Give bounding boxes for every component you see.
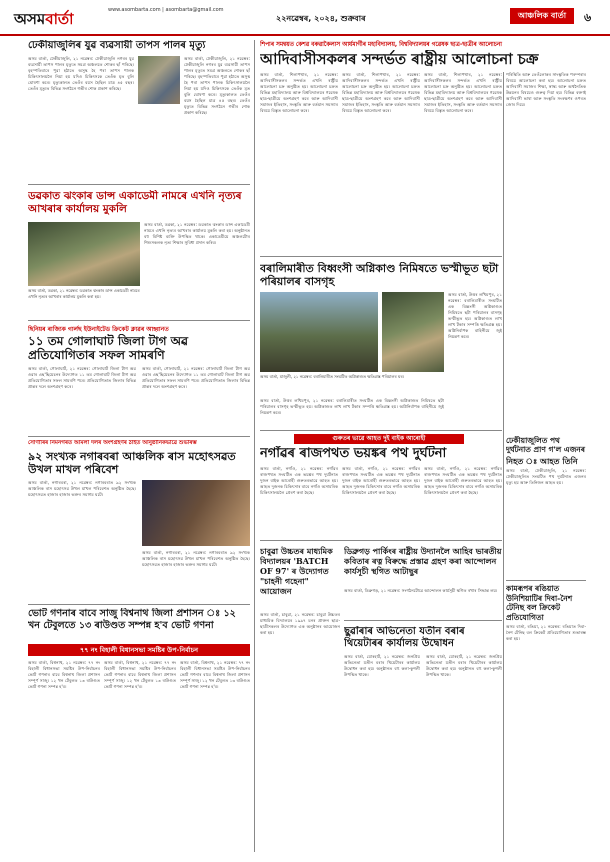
subhead-dhekiajuli-accident: নিহত ঃ আহত তিনি	[506, 456, 578, 466]
section-tag: আঞ্চলিক বাৰ্তা	[510, 8, 574, 24]
article-body-accident-2: অসম বাৰ্তা, নগাঁও, ২১ নৱেম্বৰ: নগাঁৱৰ ৰাজপথত সংঘটিত এক ভয়ঙ্কৰ পথ দুৰ্ঘটনাত দুজন বাইক আৰোহী গুৰুতৰভাৱে আহত হয়। আহত দুজনক চিকিৎসাৰ বাবে নগাঁও অসামৰিক চিকিৎসালয়লৈ প্ৰেৰণ কৰা হৈছে।	[342, 466, 420, 495]
headline-dhekiajuli-accident: ঢেকীয়াজুলিত পথ দুৰ্ঘটনাত প্ৰাণ গ'ল এজনৰ	[506, 436, 585, 454]
headline-accident: নগাঁৱৰ ৰাজপথত ভয়ঙ্কৰ পথ দুৰ্ঘটনা	[260, 446, 447, 461]
portrait-photo	[138, 56, 180, 104]
article-body-vote-counting-2: অসম বাৰ্তা, বিশ্বনাথ, ২১ নৱেম্বৰ: ৭৭ নং বিহালী বিধানসভা সমষ্টিৰ উপ-নিৰ্বাচনৰ ভোট গণনাৰ বাবে বিশ্বনাথ জিলা প্ৰশাসন সম্পূৰ্ণ সাজু। ১২ খন টেবুলত ১৩ ৰাউণ্ডত ভোট গণনা সম্পন্ন হ'ব।	[104, 660, 176, 689]
kicker-tug-of-war: ছিনিয়ৰ ৰাজ্যিক গাৰ্লছ ইউনাইটেড ক্ৰিকেট ক্লাৱৰ আহ্বানত	[28, 326, 169, 333]
headline-fire: বৰালিমাৰীত বিধ্বংসী অগ্নিকাণ্ড নিমিষতে ভস্মীভূত ছটা পৰিয়ালৰ বাসগৃহ	[260, 262, 499, 288]
article-body-accident-3: অসম বাৰ্তা, নগাঁও, ২১ নৱেম্বৰ: নগাঁৱৰ ৰাজপথত সংঘটিত এক ভয়ঙ্কৰ পথ দুৰ্ঘটনাত দুজন বাইক আৰোহী গুৰুতৰভাৱে আহত হয়। আহত দুজনক চিকিৎসাৰ বাবে নগাঁও অসামৰিক চিকিৎসালয়লৈ প্ৰেৰণ কৰা হৈছে।	[424, 466, 502, 495]
fire-photo-1	[260, 292, 378, 372]
article-body-seminar-3: অসম বাৰ্তা, শিলাপথাৰ, ২১ নৱেম্বৰ: আদিবাসীসকলৰ সন্দৰ্ভত এখনি ৰাষ্ট্ৰীয় আলোচনা চক্ৰ অনুষ্ঠিত হয়। আলোচনা চক্ৰত বিভিন্ন মহাবিদ্যালয় আৰু বিশ্ববিদ্যালয়ৰ গৱেষক ছাত্ৰ-ছাত্ৰীয়ে অংশগ্ৰহণ কৰে আৰু আদিবাসী সমাজৰ ইতিহাস, সংস্কৃতি আৰু বৰ্তমান সমস্যাৰ বিষয়ে বিস্তৃত আলোচনা কৰে।	[424, 72, 502, 113]
article-body-batch-97: অসম বাৰ্তা, চাবুৱা, ২১ নৱেম্বৰ: চাবুৱা উচ্চতৰ মাধ্যমিক বিদ্যালয়ৰ ১৯৯৭ চনৰ প্ৰাক্তন ছাত্ৰ-ছাত্ৰীসকলৰ উদ্যোগত এক অনুষ্ঠানৰ আয়োজন কৰা হয়।	[260, 612, 340, 635]
fire-photo-2	[382, 292, 444, 372]
dance-academy-photo	[28, 222, 140, 286]
fire-caption: অসম বাৰ্তা, মাজুলী, ২১ নৱেম্বৰ: বৰালিমাৰীত সংঘটিত অগ্নিকাণ্ডত ক্ষতিগ্ৰস্ত পৰিয়ালৰ ঘৰ।	[260, 374, 405, 379]
divider	[506, 580, 586, 581]
column-divider	[503, 72, 504, 852]
divider	[28, 604, 250, 605]
headline-tug-of-war: ১১ তম গোলাঘাট জিলা টাগ অৱ প্ৰতিযোগিতাৰ সফল সামৰণি	[28, 334, 189, 362]
article-body-tapas-pal: অসম বাৰ্তা, ঢেকীয়াজুলি, ২১ নৱেম্বৰ: ঢেকীয়াজুলি নগৰৰ যুৱ ব্যৱসায়ী তাপস পালৰ মৃত্যুত সমগ্ৰ অঞ্চলতে শোকৰ ছাঁ পৰিছে। বৃহস্পতিবাৰে পুৱা হঠাতে অসুস্থ হৈ পৰা তাপস পালক চিকিৎসালয়লৈ নিয়া হয় যদিও চিকিৎসকে তেওঁক মৃত বুলি ঘোষণা কৰে। মৃত্যুকালত তেওঁৰ বয়স হৈছিল মাত্ৰ ৪৫ বছৰ। তেওঁৰ মৃত্যুত বিভিন্ন সংগঠনে গভীৰ শোক প্ৰকাশ কৰিছে।	[28, 56, 134, 91]
subhead-vote-counting: ৭৭ নং বিহালী বিধানসভা সমষ্টিৰ উপ-নিৰ্বাচন	[28, 644, 250, 656]
article-body-ras-mahotsav: অসম বাৰ্তা, নগাৰবৰা, ২১ নৱেম্বৰ: নগাৰবৰাত ৯২ সংখ্যক আঞ্চলিক ৰাস মহোৎসৱ উখল মাখল পৰিবেশত অনুষ্ঠিত হৈছে। মহোৎসৱত হাজাৰ হাজাৰ ভক্তৰ সমাগম ঘটে।	[28, 480, 136, 497]
issue-date: ২২নৱেম্বৰ, ২০২৪, শুক্ৰবাৰ	[276, 14, 366, 23]
masthead	[0, 0, 610, 36]
headline-batch-97: চাবুৱা উচ্চতৰ মাধ্যমিক বিদ্যালয়ৰ 'BATCH OF 97' ৰ উদ্যোগত "চাহনী গহেনা" আয়োজন	[260, 546, 333, 596]
page-number: ৬	[584, 11, 592, 24]
kicker-accident: গুৰুতৰ ভাৱে আহত দুই বাইক আৰোহী	[294, 434, 464, 444]
article-body-actor-office: অসম বাৰ্তা, যোৰহাট, ২১ নৱেম্বৰ: জনপ্ৰিয় অভিনেতা যতীন বৰাৰ থিয়েটাৰৰ কাৰ্যালয় উদ্বোধন কৰা হয়। অনুষ্ঠানত বহু কলা-কুশলী উপস্থিত থাকে।	[344, 654, 420, 677]
dance-academy-caption: অসম বাৰ্তা, ডৱকা, ২১ নৱেম্বৰ: ডৱকাত ঝংকাৰ ডান্স একাডেমী নামৰে এখনি নৃত্যৰ আখৰাৰ কাৰ্যালয় মুকলি কৰা হয়।	[28, 288, 140, 299]
article-body-seminar-2: অসম বাৰ্তা, শিলাপথাৰ, ২১ নৱেম্বৰ: আদিবাসীসকলৰ সন্দৰ্ভত এখনি ৰাষ্ট্ৰীয় আলোচনা চক্ৰ অনুষ্ঠিত হয়। আলোচনা চক্ৰত বিভিন্ন মহাবিদ্যালয় আৰু বিশ্ববিদ্যালয়ৰ গৱেষক ছাত্ৰ-ছাত্ৰীয়ে অংশগ্ৰহণ কৰে আৰু আদিবাসী সমাজৰ ইতিহাস, সংস্কৃতি আৰু বৰ্তমান সমস্যাৰ বিষয়ে বিস্তৃত আলোচনা কৰে।	[342, 72, 420, 113]
divider	[260, 430, 502, 431]
headline-dibrugarh: ডিব্ৰুগড় পাৰ্কিংৰ ৰাষ্ট্ৰীয় উদ্যানলৈ আহিব ভাৰতীয় কবিতাৰ ৰত্ন বিৰুদ্ধে প্ৰস্তাৱ গ্ৰহণ কৰা আন্দোলন কাৰ্যসূচী স্থগিত আটাছুৰ	[344, 546, 502, 576]
divider	[344, 620, 502, 621]
headline-tapas-pal: ঢেকীয়াজুলিৰ যুৱ ব্যৱসায়ী তাপস পালৰ মৃত্যু	[28, 40, 206, 51]
kicker-seminar: শিপাৰ সমন্বয়ত কেশৱ বৰুৱাকৈলাস আৰ্যমাৰ্গীৰ মহাবিদ্যালয়, বিশ্ববিদ্যালয়ৰ গৱেষক ছাত্ৰ-ছাত্ৰীৰ আলোচনা	[260, 42, 502, 48]
article-body-tug-of-war: অসম বাৰ্তা, গোলাঘাট, ২১ নৱেম্বৰ: গোলাঘাট জিলা টাগ অৱ ওৱাৰ এছ'ছিয়েচনৰ উদ্যোগত ১১ তম গোলাঘাট জিলা টাগ অৱ প্ৰতিযোগিতাৰ সফল সামৰণি পৰে। প্ৰতিযোগিতাত জিলাৰ বিভিন্ন প্ৰান্তৰ দলে অংশগ্ৰহণ কৰে।	[28, 366, 136, 389]
masthead-contact: www.asombarta.com | asombarta@gmail.com	[108, 7, 224, 13]
article-body-dibrugarh: অসম বাৰ্তা, ডিব্ৰুগড়, ২১ নৱেম্বৰ: সংগঠনটোৱে আন্দোলন কাৰ্যসূচী স্থগিত ৰখাৰ সিদ্ধান্ত লয়।	[344, 588, 498, 593]
article-body-dhekiajuli-accident: অসম বাৰ্তা, ঢেকীয়াজুলি, ২১ নৱেম্বৰ: ঢেকীয়াজুলিত সংঘটিত পথ দুৰ্ঘটনাত এজনৰ মৃত্যু হয় আৰু তিনিজন আহত হয়।	[506, 468, 586, 485]
divider	[28, 184, 250, 185]
headline-actor-office: ছুৱাঁৰাৰ অভিনেতা যতীন বৰাৰ থিয়েটাৰৰ কাৰ্যালয় উদ্বোধন	[344, 626, 465, 649]
logo-right: বাৰ্তা	[45, 10, 74, 28]
article-body-tug-of-war-2: অসম বাৰ্তা, গোলাঘাট, ২১ নৱেম্বৰ: গোলাঘাট জিলা টাগ অৱ ওৱাৰ এছ'ছিয়েচনৰ উদ্যোগত ১১ তম গোলাঘাট জিলা টাগ অৱ প্ৰতিযোগিতাৰ সফল সামৰণি পৰে। প্ৰতিযোগিতাত জিলাৰ বিভিন্ন প্ৰান্তৰ দলে অংশগ্ৰহণ কৰে।	[142, 366, 250, 389]
headline-cricket: কামৰূপৰ ৰঙিয়াত উনিশিয়াটিৰ দিবা-নৈশ টেনিছ বল ক্ৰিকেট প্ৰতিযোগিতা	[506, 584, 573, 622]
headline-ras-mahotsav: ৯২ সংখ্যক নগাৰবৰা আঞ্চলিক ৰাস মহোৎসৱত উখল মাখল পৰিবেশ	[28, 450, 236, 476]
article-body-tapas-pal-2: অসম বাৰ্তা, ঢেকীয়াজুলি, ২১ নৱেম্বৰ: ঢেকীয়াজুলি নগৰৰ যুৱ ব্যৱসায়ী তাপস পালৰ মৃত্যুত সমগ্ৰ অঞ্চলতে শোকৰ ছাঁ পৰিছে। বৃহস্পতিবাৰে পুৱা হঠাতে অসুস্থ হৈ পৰা তাপস পালক চিকিৎসালয়লৈ নিয়া হয় যদিও চিকিৎসকে তেওঁক মৃত বুলি ঘোষণা কৰে। মৃত্যুকালত তেওঁৰ বয়স হৈছিল মাত্ৰ ৪৫ বছৰ। তেওঁৰ মৃত্যুত বিভিন্ন সংগঠনে গভীৰ শোক প্ৰকাশ কৰিছে।	[184, 56, 250, 115]
newspaper-logo	[14, 8, 74, 33]
divider	[260, 256, 502, 257]
article-body-dance-academy: অসম বাৰ্তা, ডৱকা, ২১ নৱেম্বৰ: ডৱকাত ঝংকাৰ ডান্স একাডেমী নামৰে এখনি নৃত্যৰ আখৰাৰ কাৰ্যালয় মুকলি কৰা হয়। অনুষ্ঠানত বহু বিশিষ্ট ব্যক্তি উপস্থিত থাকে। একাডেমীয়ে অঞ্চলটোৰ শিশুসকলক নৃত্য শিক্ষাৰ সুবিধা প্ৰদান কৰিব।	[144, 222, 250, 245]
article-body-accident: অসম বাৰ্তা, নগাঁও, ২১ নৱেম্বৰ: নগাঁৱৰ ৰাজপথত সংঘটিত এক ভয়ঙ্কৰ পথ দুৰ্ঘটনাত দুজন বাইক আৰোহী গুৰুতৰভাৱে আহত হয়। আহত দুজনক চিকিৎসাৰ বাবে নগাঁও অসামৰিক চিকিৎসালয়লৈ প্ৰেৰণ কৰা হৈছে।	[260, 466, 338, 495]
kicker-ras-mahotsav: সোণাৰিৰ নিমনগৰত আমলা দলৰ অংশগ্ৰহণৰ ঠাইত আনুষ্ঠানিকভাৱে শুভাৰম্ভ	[28, 440, 197, 446]
divider	[28, 320, 250, 321]
headline-dance-academy: ডৱকাত ঝংকাৰ ডান্স একাডেমী নামৰে এখনি নৃত্যৰ আখৰাৰ কাৰ্যালয় মুকলি	[28, 190, 242, 215]
logo-left: অসম	[14, 10, 46, 28]
article-body-fire-2: অসম বাৰ্তা, উত্তৰ লখিমপুৰ, ২১ নৱেম্বৰ: বৰালিমাৰীত সংঘটিত এক বিধ্বংসী অগ্নিকাণ্ডত নিমিষতে ছটা পৰিয়ালৰ বাসগৃহ ভস্মীভূত হয়। অগ্নিকাণ্ডত লাখ লাখ টকাৰ সম্পত্তি ক্ষতিগ্ৰস্ত হয়। অগ্নিনিৰ্বাপক বাহিনীয়ে জুই নিয়ন্ত্ৰণ কৰে।	[260, 398, 444, 415]
article-body-cricket: অসম বাৰ্তা, ৰঙিয়া, ২১ নৱেম্বৰ: ৰঙিয়াত দিবা-নৈশ টেনিছ বল ক্ৰিকেট প্ৰতিযোগিতাৰ শুভাৰম্ভ কৰা হয়।	[506, 624, 586, 641]
divider	[28, 436, 250, 437]
headline-seminar: আদিবাসীসকলৰ সন্দৰ্ভত ৰাষ্ট্ৰীয় আলোচনা চক্ৰ	[260, 50, 539, 68]
article-body-fire: অসম বাৰ্তা, উত্তৰ লখিমপুৰ, ২১ নৱেম্বৰ: বৰালিমাৰীত সংঘটিত এক বিধ্বংসী অগ্নিকাণ্ডত নিমিষতে ছটা পৰিয়ালৰ বাসগৃহ ভস্মীভূত হয়। অগ্নিকাণ্ডত লাখ লাখ টকাৰ সম্পত্তি ক্ষতিগ্ৰস্ত হয়। অগ্নিনিৰ্বাপক বাহিনীয়ে জুই নিয়ন্ত্ৰণ কৰে।	[448, 292, 502, 339]
divider	[260, 540, 502, 541]
article-body-vote-counting-3: অসম বাৰ্তা, বিশ্বনাথ, ২১ নৱেম্বৰ: ৭৭ নং বিহালী বিধানসভা সমষ্টিৰ উপ-নিৰ্বাচনৰ ভোট গণনাৰ বাবে বিশ্বনাথ জিলা প্ৰশাসন সম্পূৰ্ণ সাজু। ১২ খন টেবুলত ১৩ ৰাউণ্ডত ভোট গণনা সম্পন্ন হ'ব।	[180, 660, 250, 689]
article-body-right-column: পৰিস্থিতি আৰু তেওঁলোকৰ সাংস্কৃতিক পৰম্পৰাৰ বিষয়ে আলোচনা কৰা হয়। আলোচনা চক্ৰত আদিবাসী সমাজৰ শিক্ষা, স্বাস্থ্য আৰু অৰ্থনৈতিক উন্নয়নৰ বিষয়েও গুৰুত্ব দিয়া হয়। বিভিন্ন বক্তাই আদিবাসী ভাষা আৰু সংস্কৃতি সংৰক্ষণৰ ওপৰত জোৰ দিয়ে।	[506, 72, 586, 107]
headline-vote-counting: ভোট গণনাৰ বাবে সাজু বিশ্বনাথ জিলা প্ৰশাসন ঃ ১২ খন টেবুলতে ১৩ ৰাউণ্ডত সম্পন্ন হ'ব ভোট গণনা	[28, 608, 236, 631]
article-body-vote-counting: অসম বাৰ্তা, বিশ্বনাথ, ২১ নৱেম্বৰ: ৭৭ নং বিহালী বিধানসভা সমষ্টিৰ উপ-নিৰ্বাচনৰ ভোট গণনাৰ বাবে বিশ্বনাথ জিলা প্ৰশাসন সম্পূৰ্ণ সাজু। ১২ খন টেবুলত ১৩ ৰাউণ্ডত ভোট গণনা সম্পন্ন হ'ব।	[28, 660, 100, 689]
article-body-ras-mahotsav-2: অসম বাৰ্তা, নগাৰবৰা, ২১ নৱেম্বৰ: নগাৰবৰাত ৯২ সংখ্যক আঞ্চলিক ৰাস মহোৎসৱ উখল মাখল পৰিবেশত অনুষ্ঠিত হৈছে। মহোৎসৱত হাজাৰ হাজাৰ ভক্তৰ সমাগম ঘটে।	[142, 550, 250, 567]
article-body-actor-office-2: অসম বাৰ্তা, যোৰহাট, ২১ নৱেম্বৰ: জনপ্ৰিয় অভিনেতা যতীন বৰাৰ থিয়েটাৰৰ কাৰ্যালয় উদ্বোধন কৰা হয়। অনুষ্ঠানত বহু কলা-কুশলী উপস্থিত থাকে।	[426, 654, 502, 677]
ras-mahotsav-photo	[142, 480, 250, 546]
article-body-seminar: অসম বাৰ্তা, শিলাপথাৰ, ২১ নৱেম্বৰ: আদিবাসীসকলৰ সন্দৰ্ভত এখনি ৰাষ্ট্ৰীয় আলোচনা চক্ৰ অনুষ্ঠিত হয়। আলোচনা চক্ৰত বিভিন্ন মহাবিদ্যালয় আৰু বিশ্ববিদ্যালয়ৰ গৱেষক ছাত্ৰ-ছাত্ৰীয়ে অংশগ্ৰহণ কৰে আৰু আদিবাসী সমাজৰ ইতিহাস, সংস্কৃতি আৰু বৰ্তমান সমস্যাৰ বিষয়ে বিস্তৃত আলোচনা কৰে।	[260, 72, 338, 113]
column-divider	[254, 40, 255, 852]
